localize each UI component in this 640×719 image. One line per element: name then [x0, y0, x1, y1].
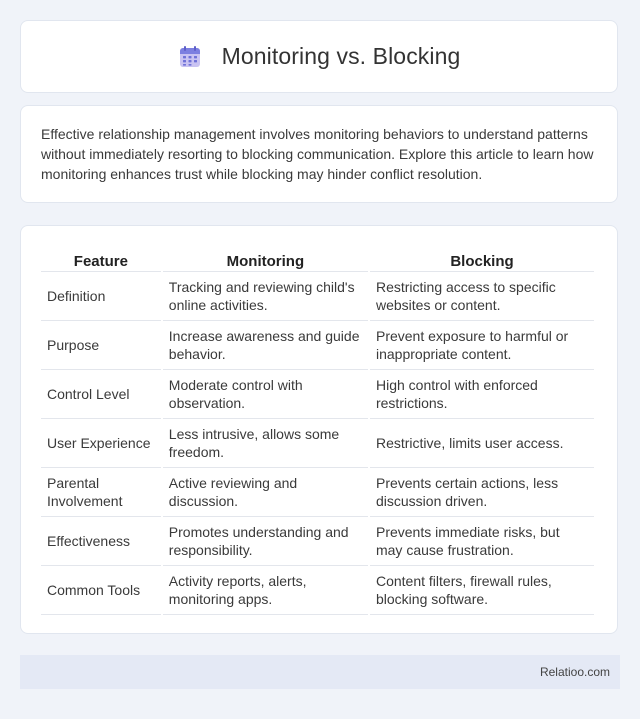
feature-cell: Parental Involvement: [41, 468, 161, 517]
table-row: [41, 272, 594, 321]
comparison-table: [39, 244, 596, 615]
blocking-cell: Prevent exposure to harmful or inappropriate content.: [370, 321, 594, 370]
table-row: [41, 419, 594, 468]
page-title: Monitoring vs. Blocking: [221, 43, 461, 69]
footer-brand: Relatioo.com: [539, 665, 610, 679]
footer: [20, 655, 620, 689]
blocking-cell: Prevents immediate risks, but may cause frustration.: [370, 517, 594, 566]
table-row: [41, 566, 594, 615]
feature-cell: Common Tools: [41, 566, 161, 615]
blocking-cell: Restrictive, limits user access.: [370, 419, 594, 468]
blocking-cell: Restricting access to specific websites or content.: [370, 272, 594, 321]
title-wrap: [178, 43, 461, 70]
comparison-table-card: [20, 225, 618, 634]
monitoring-cell: Less intrusive, allows some freedom.: [163, 419, 368, 468]
blocking-cell: Prevents certain actions, less discussion driven.: [370, 468, 594, 517]
table-row: [41, 370, 594, 419]
blocking-cell: Content filters, firewall rules, blocking software.: [370, 566, 594, 615]
feature-cell: User Experience: [41, 419, 161, 468]
table-row: [41, 321, 594, 370]
header-blocking: Blocking: [370, 244, 594, 272]
calendar-icon: [178, 45, 202, 69]
monitoring-cell: Moderate control with observation.: [163, 370, 368, 419]
blocking-cell: High control with enforced restrictions.: [370, 370, 594, 419]
title-card: [20, 20, 618, 93]
monitoring-cell: Tracking and reviewing child's online activities.: [163, 272, 368, 321]
monitoring-cell: Promotes understanding and responsibility.: [163, 517, 368, 566]
monitoring-cell: Activity reports, alerts, monitoring apps.: [163, 566, 368, 615]
intro-card: [20, 105, 618, 203]
feature-cell: Definition: [41, 272, 161, 321]
feature-cell: Control Level: [41, 370, 161, 419]
monitoring-cell: Active reviewing and discussion.: [163, 468, 368, 517]
header-monitoring: Monitoring: [163, 244, 368, 272]
feature-cell: Effectiveness: [41, 517, 161, 566]
intro-paragraph: Effective relationship management involves monitoring behaviors to understand patterns without immediately resorting to blocking communication. Explore this article to learn how monitoring enhances trust while blocking may hinder conflict resolution.: [41, 126, 594, 182]
feature-cell: Purpose: [41, 321, 161, 370]
table-row: [41, 517, 594, 566]
table-row: [41, 468, 594, 517]
header-feature: Feature: [41, 244, 161, 272]
monitoring-cell: Increase awareness and guide behavior.: [163, 321, 368, 370]
table-header-row: [41, 244, 594, 272]
